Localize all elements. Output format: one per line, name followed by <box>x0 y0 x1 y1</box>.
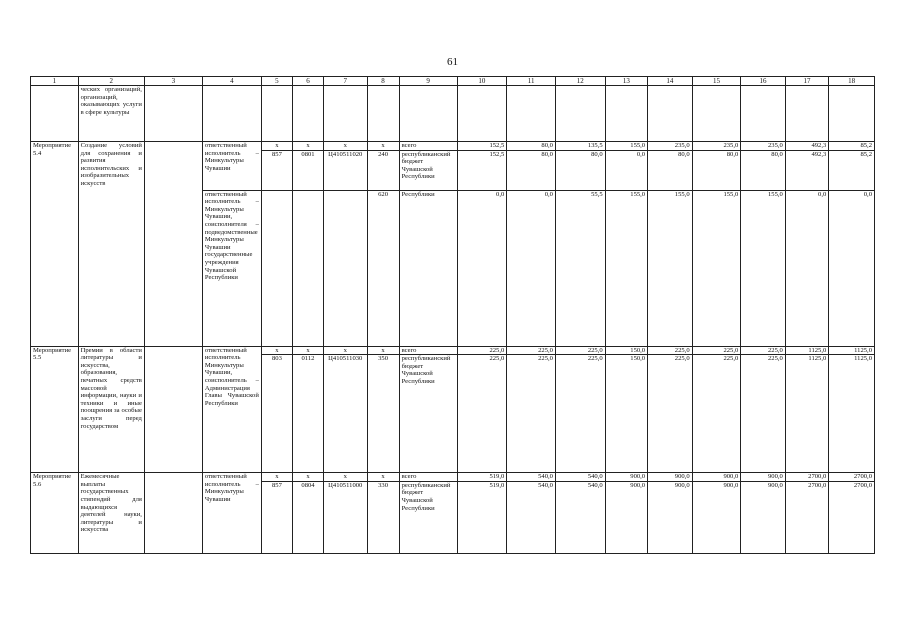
header-row <box>31 77 875 86</box>
grbs-code: x <box>261 142 292 151</box>
cell-empty <box>144 142 202 347</box>
continuation-text: ческих организаций, организаций, оказывающих услуги в сфере культуры <box>78 86 144 142</box>
value-cell: 155,0 <box>741 190 786 346</box>
section-code: x <box>292 346 323 355</box>
value-cell: 225,0 <box>555 346 605 355</box>
cell-empty <box>144 346 202 473</box>
event-title: Ежемесячные выплаты государственных стипендий для выдающихся деятелей науки, литературы и искусства <box>78 473 144 554</box>
expense-code: 350 <box>367 355 399 473</box>
value-cell: 80,0 <box>555 150 605 190</box>
value-cell: 80,0 <box>507 150 556 190</box>
value-cell: 1125,0 <box>785 346 828 355</box>
value-cell: 1125,0 <box>829 346 875 355</box>
value-cell: 900,0 <box>741 481 786 553</box>
cell-empty <box>31 86 79 142</box>
value-cell: 492,3 <box>785 150 828 190</box>
value-cell: 150,0 <box>605 355 647 473</box>
value-cell: 0,0 <box>785 190 828 346</box>
expense-code: 240 <box>367 150 399 190</box>
value-cell: 225,0 <box>457 355 507 473</box>
table-row <box>31 473 875 482</box>
table-row <box>31 142 875 151</box>
funding-source: всего <box>399 346 457 355</box>
expense-code: x <box>367 346 399 355</box>
value-cell: 540,0 <box>507 473 556 482</box>
value-cell: 225,0 <box>457 346 507 355</box>
header-cell: 15 <box>692 77 741 86</box>
target-code: x <box>324 142 367 151</box>
grbs-code: 857 <box>261 481 292 553</box>
value-cell: 235,0 <box>648 142 693 151</box>
funding-source: всего <box>399 473 457 482</box>
target-code <box>324 190 367 346</box>
cell-empty <box>785 86 828 142</box>
value-cell: 492,3 <box>785 142 828 151</box>
cell-empty <box>144 86 202 142</box>
value-cell: 900,0 <box>648 481 693 553</box>
value-cell: 540,0 <box>507 481 556 553</box>
value-cell: 80,0 <box>507 142 556 151</box>
value-cell: 2700,0 <box>785 473 828 482</box>
budget-table <box>30 76 875 554</box>
value-cell: 519,0 <box>457 473 507 482</box>
cell-empty <box>202 86 261 142</box>
section-code: 0112 <box>292 355 323 473</box>
grbs-code <box>261 190 292 346</box>
section-code: 0804 <box>292 481 323 553</box>
target-code: x <box>324 473 367 482</box>
target-code: Ц410511000 <box>324 481 367 553</box>
target-code: Ц410511030 <box>324 355 367 473</box>
value-cell: 900,0 <box>648 473 693 482</box>
value-cell: 225,0 <box>648 355 693 473</box>
header-cell: 11 <box>507 77 556 86</box>
executor: ответственный исполнитель – Минкультуры Чувашии <box>202 473 261 554</box>
funding-source: всего <box>399 142 457 151</box>
value-cell: 0,0 <box>605 150 647 190</box>
cell-empty <box>261 86 292 142</box>
value-cell: 152,5 <box>457 142 507 151</box>
header-cell: 2 <box>78 77 144 86</box>
grbs-code: 803 <box>261 355 292 473</box>
header-cell: 14 <box>648 77 693 86</box>
value-cell: 235,0 <box>692 142 741 151</box>
cell-empty <box>692 86 741 142</box>
value-cell: 155,0 <box>605 142 647 151</box>
funding-source: республиканский бюджет Чувашской Республики <box>399 481 457 553</box>
event-name: Мероприятие 5.4 <box>31 142 79 347</box>
cell-empty <box>457 86 507 142</box>
value-cell: 225,0 <box>507 346 556 355</box>
executor: ответственный исполнитель Минкультуры Чувашии, соисполнитель – Администрация Главы Чувашской Республики <box>202 346 261 473</box>
value-cell: 155,0 <box>648 190 693 346</box>
section-code: x <box>292 473 323 482</box>
header-cell: 10 <box>457 77 507 86</box>
value-cell: 80,0 <box>692 150 741 190</box>
value-cell: 85,2 <box>829 150 875 190</box>
value-cell: 85,2 <box>829 142 875 151</box>
expense-code: 330 <box>367 481 399 553</box>
header-cell: 8 <box>367 77 399 86</box>
expense-code: x <box>367 142 399 151</box>
header-cell: 18 <box>829 77 875 86</box>
header-cell: 17 <box>785 77 828 86</box>
expense-code: x <box>367 473 399 482</box>
event-name: Мероприятие 5.6 <box>31 473 79 554</box>
value-cell: 540,0 <box>555 481 605 553</box>
value-cell: 225,0 <box>692 355 741 473</box>
cell-empty <box>324 86 367 142</box>
event-title: Премии в области литературы и искусства, образования, печатных средств массовой информации, науки и техники и иные поощрения за особые заслуги перед государством <box>78 346 144 473</box>
value-cell: 155,0 <box>605 190 647 346</box>
header-cell: 5 <box>261 77 292 86</box>
continuation-row <box>31 86 875 142</box>
header-cell: 16 <box>741 77 786 86</box>
value-cell: 152,5 <box>457 150 507 190</box>
value-cell: 80,0 <box>741 150 786 190</box>
table-row <box>31 346 875 355</box>
value-cell: 235,0 <box>741 142 786 151</box>
funding-source: Республики <box>399 190 457 346</box>
value-cell: 900,0 <box>692 481 741 553</box>
cell-empty <box>292 86 323 142</box>
value-cell: 225,0 <box>555 355 605 473</box>
funding-source: республиканский бюджет Чувашской Республики <box>399 355 457 473</box>
header-cell: 6 <box>292 77 323 86</box>
header-cell: 3 <box>144 77 202 86</box>
executor: ответственный исполнитель – Минкультуры Чувашии <box>202 142 261 191</box>
value-cell: 0,0 <box>829 190 875 346</box>
section-code: x <box>292 142 323 151</box>
expense-code: 620 <box>367 190 399 346</box>
value-cell: 225,0 <box>648 346 693 355</box>
event-name: Мероприятие 5.5 <box>31 346 79 473</box>
value-cell: 540,0 <box>555 473 605 482</box>
cell-empty <box>741 86 786 142</box>
value-cell: 0,0 <box>457 190 507 346</box>
target-code: x <box>324 346 367 355</box>
value-cell: 225,0 <box>741 355 786 473</box>
value-cell: 225,0 <box>692 346 741 355</box>
value-cell: 0,0 <box>507 190 556 346</box>
value-cell: 150,0 <box>605 346 647 355</box>
cell-empty <box>367 86 399 142</box>
value-cell: 900,0 <box>605 473 647 482</box>
header-cell: 4 <box>202 77 261 86</box>
executor: ответственный исполнитель – Минкультуры Чувашии, соисполнителя – подведомственные Минкультуры Чувашии государственные учреждения Чувашской Республики <box>202 190 261 346</box>
value-cell: 519,0 <box>457 481 507 553</box>
section-code <box>292 190 323 346</box>
page-number: 61 <box>447 56 458 68</box>
section-code: 0801 <box>292 150 323 190</box>
grbs-code: 857 <box>261 150 292 190</box>
header-cell: 1 <box>31 77 79 86</box>
value-cell: 225,0 <box>741 346 786 355</box>
cell-empty <box>399 86 457 142</box>
value-cell: 2700,0 <box>829 481 875 553</box>
grbs-code: x <box>261 473 292 482</box>
value-cell: 1125,0 <box>785 355 828 473</box>
value-cell: 900,0 <box>741 473 786 482</box>
header-cell: 7 <box>324 77 367 86</box>
cell-empty <box>605 86 647 142</box>
value-cell: 155,0 <box>692 190 741 346</box>
value-cell: 900,0 <box>605 481 647 553</box>
value-cell: 1125,0 <box>829 355 875 473</box>
grbs-code: x <box>261 346 292 355</box>
value-cell: 80,0 <box>648 150 693 190</box>
header-cell: 12 <box>555 77 605 86</box>
value-cell: 225,0 <box>507 355 556 473</box>
cell-empty <box>507 86 556 142</box>
funding-source: республиканский бюджет Чувашской Республики <box>399 150 457 190</box>
value-cell: 55,5 <box>555 190 605 346</box>
cell-empty <box>648 86 693 142</box>
value-cell: 2700,0 <box>829 473 875 482</box>
header-cell: 9 <box>399 77 457 86</box>
cell-empty <box>555 86 605 142</box>
cell-empty <box>144 473 202 554</box>
event-title: Создание условий для сохранения и развития исполнительских и изобразительных искусств <box>78 142 144 347</box>
target-code: Ц410511020 <box>324 150 367 190</box>
cell-empty <box>829 86 875 142</box>
value-cell: 900,0 <box>692 473 741 482</box>
value-cell: 135,5 <box>555 142 605 151</box>
header-cell: 13 <box>605 77 647 86</box>
value-cell: 2700,0 <box>785 481 828 553</box>
